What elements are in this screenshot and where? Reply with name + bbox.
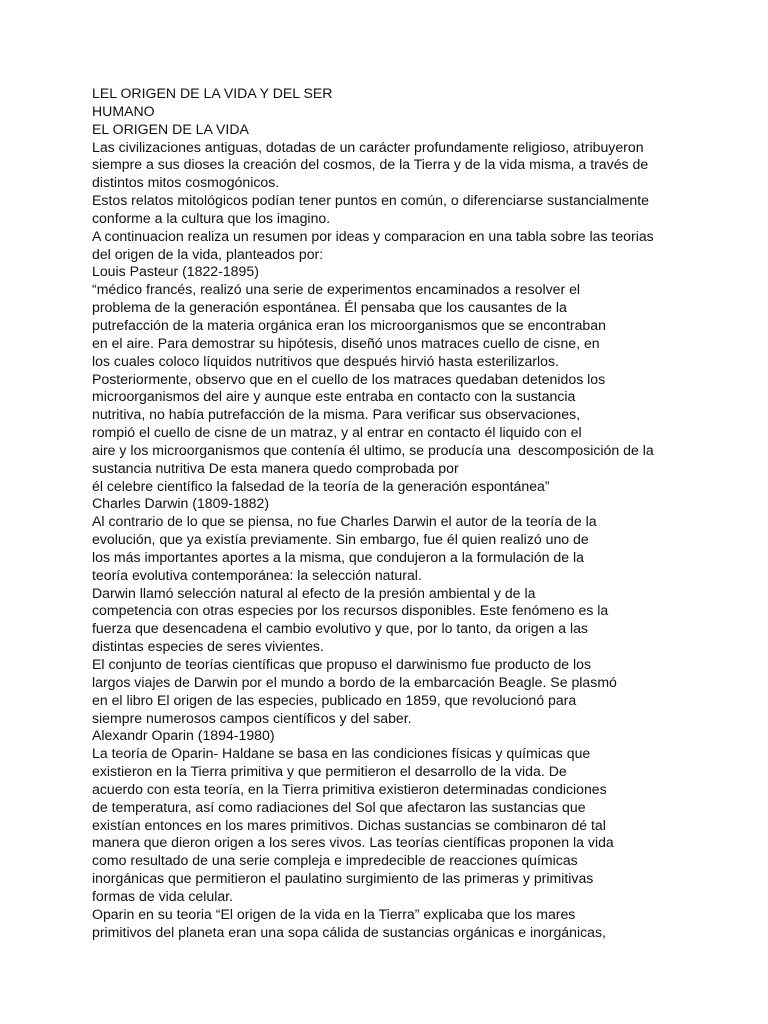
text-line: del origen de la vida, planteados por:: [92, 245, 324, 262]
text-line: “médico francés, realizó una serie de experimentos encaminados a resolver el: [92, 281, 581, 298]
text-line: Oparin en su teoria “El origen de la vida en la Tierra” explicaba que los mares: [92, 905, 576, 922]
subheading-darwin: Charles Darwin (1809-1882): [92, 495, 270, 512]
text-line: distintos mitos cosmogónicos.: [92, 174, 280, 191]
text-line: primitivos del planeta eran una sopa cálida de sustancias orgánicas e inorgánicas,: [92, 923, 606, 940]
text-line: existían entonces en los mares primitivos. Dichas sustancias se combinaron dé tal: [92, 816, 606, 833]
text-line: Las civilizaciones antiguas, dotadas de un carácter profundamente religioso, atribuyeron: [92, 138, 644, 155]
text-line: rompió el cuello de cisne de un matraz, y al entrar en contacto él liquido con el: [92, 424, 582, 441]
text-line: distintas especies de seres vivientes.: [92, 638, 324, 655]
text-line: inorgánicas que permitieron el paulatino surgimiento de las primeras y primitivas: [92, 870, 594, 887]
text-line: conforme a la cultura que los imagino.: [92, 209, 331, 226]
text-line: siempre numerosos campos científicos y del saber.: [92, 709, 412, 726]
text-line: teoría evolutiva contemporánea: la selección natural.: [92, 566, 422, 583]
text-line: putrefacción de la materia orgánica eran los microorganismos que se encontraban: [92, 316, 606, 333]
document-text: [92, 85, 692, 942]
text-line: en el libro El origen de las especies, publicado en 1859, que revolucionó para: [92, 691, 577, 708]
text-line: los cuales coloco líquidos nutritivos que después hirvió hasta esterilizarlos.: [92, 352, 559, 369]
doc-title-line-1: LEL ORIGEN DE LA VIDA Y DEL SER: [92, 85, 333, 101]
text-line: aire y los microorganismos que contenía él ultimo, se producía una descomposición de la: [92, 441, 654, 458]
text-line: Estos relatos mitológicos podían tener puntos en común, o diferenciarse sustancialmente: [92, 192, 650, 209]
text-line: Al contrario de lo que se piensa, no fue Charles Darwin el autor de la teoría de la: [92, 513, 597, 530]
text-line: siempre a sus dioses la creación del cosmos, de la Tierra y de la vida misma, a través de: [92, 156, 649, 173]
text-line: microorganismos del aire y aunque este entraba en contacto con la sustancia: [92, 388, 576, 405]
text-line: problema de la generación espontánea. Él pensaba que los causantes de la: [92, 299, 567, 316]
text-line: sustancia nutritiva De esta manera quedo comprobada por: [92, 459, 459, 476]
text-line: de temperatura, así como radiaciones del Sol que afectaron las sustancias que: [92, 798, 586, 815]
text-line: manera que dieron origen a los seres vivos. Las teorías científicas proponen la vida: [92, 834, 614, 851]
text-line: competencia con otras especies por los recursos disponibles. Este fenómeno es la: [92, 602, 609, 619]
text-line: nutritiva, no había putrefacción de la misma. Para verificar sus observaciones,: [92, 406, 581, 423]
text-line: evolución, que ya existía previamente. Sin embargo, fue él quien realizó uno de: [92, 531, 589, 548]
text-line: A continuacion realiza un resumen por ideas y comparacion en una tabla sobre las teorias: [92, 227, 654, 244]
subheading-pasteur: Louis Pasteur (1822-1895): [92, 263, 259, 280]
text-line: acuerdo con esta teoría, en la Tierra primitiva existieron determinadas condiciones: [92, 780, 607, 797]
text-line: los más importantes aportes a la misma, que condujeron a la formulación de la: [92, 548, 584, 565]
text-line: formas de vida celular.: [92, 887, 234, 904]
text-line: Darwin llamó selección natural al efecto de la presión ambiental y de la: [92, 584, 536, 601]
doc-title-line-2: HUMANO: [92, 102, 155, 119]
subheading-oparin: Alexandr Oparin (1894-1980): [92, 727, 275, 744]
text-line: él celebre científico la falsedad de la teoría de la generación espontánea”: [92, 477, 550, 494]
text-line: La teoría de Oparin- Haldane se basa en las condiciones físicas y químicas que: [92, 745, 591, 762]
text-line: largos viajes de Darwin por el mundo a bordo de la embarcación Beagle. Se plasmó: [92, 673, 617, 690]
text-line: Posteriormente, observo que en el cuello de los matraces quedaban detenidos los: [92, 370, 606, 387]
text-line: existieron en la Tierra primitiva y que permitieron el desarrollo de la vida. De: [92, 763, 567, 780]
text-line: El conjunto de teorías científicas que propuso el darwinismo fue producto de los: [92, 656, 592, 672]
text-line: como resultado de una serie compleja e impredecible de reacciones químicas: [92, 852, 578, 869]
text-line: en el aire. Para demostrar su hipótesis, diseñó unos matraces cuello de cisne, en: [92, 334, 600, 351]
text-line: fuerza que desencadena el cambio evolutivo y que, por lo tanto, da origen a las: [92, 620, 588, 637]
section-heading: EL ORIGEN DE LA VIDA: [92, 120, 249, 137]
